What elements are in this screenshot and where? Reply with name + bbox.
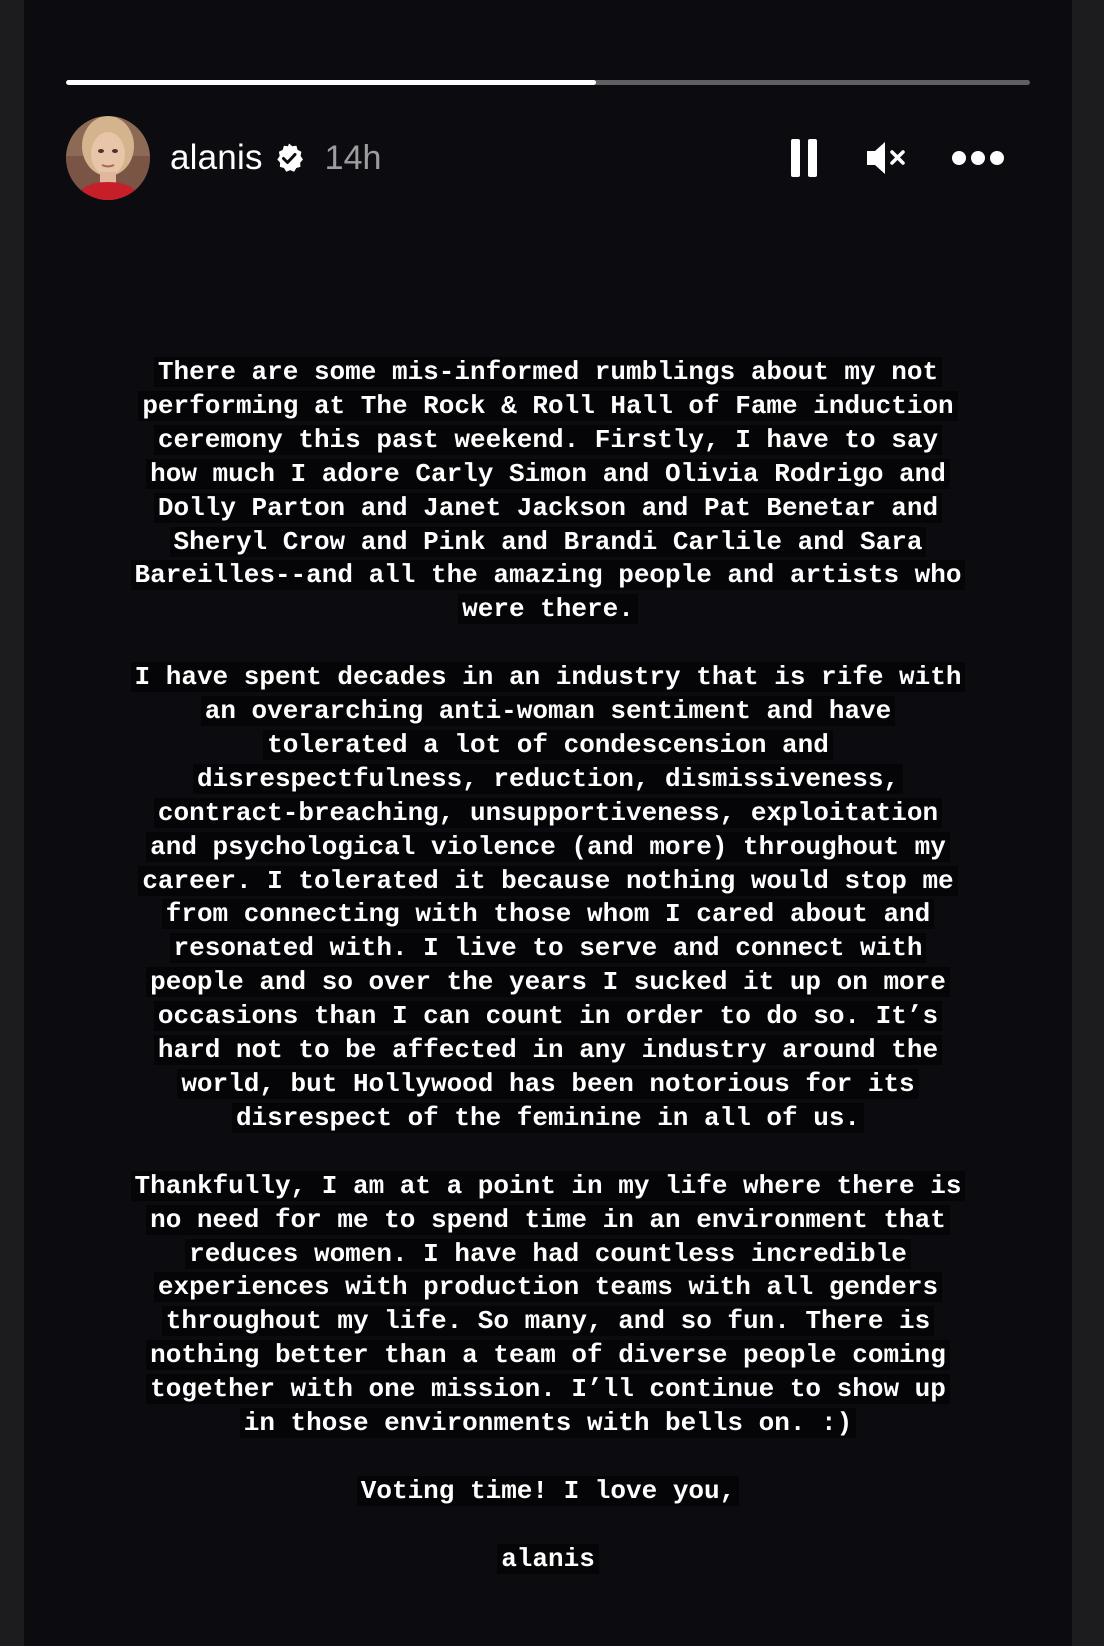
text-line	[24, 424, 1072, 458]
text-line-content: alanis	[497, 1544, 599, 1574]
text-line	[24, 1068, 1072, 1102]
speaker-muted-icon	[865, 140, 907, 176]
text-line-content: Voting time! I love you,	[357, 1476, 739, 1506]
text-line	[24, 831, 1072, 865]
text-line	[24, 1543, 1072, 1577]
more-options-button[interactable]	[948, 134, 1008, 182]
text-line-content: were there.	[458, 594, 638, 624]
text-line-content: Sheryl Crow and Pink and Brandi Carlile and Sara	[170, 527, 927, 557]
text-line-content: together with one mission. I’ll continue to show up	[146, 1374, 950, 1404]
text-line	[24, 1170, 1072, 1204]
text-line	[24, 1000, 1072, 1034]
text-line-content: Bareilles--and all the amazing people and artists who	[131, 560, 966, 590]
text-line	[24, 526, 1072, 560]
text-line	[24, 695, 1072, 729]
text-line	[24, 1339, 1072, 1373]
text-line	[24, 1238, 1072, 1272]
text-line	[24, 1305, 1072, 1339]
paragraph-gap	[24, 627, 1072, 661]
story-controls	[782, 134, 1030, 182]
text-line-content: disrespectfulness, reduction, dismissiveness,	[193, 764, 903, 794]
story-header	[66, 116, 1030, 200]
text-line-content: experiences with production teams with all genders	[154, 1272, 942, 1302]
text-line	[24, 492, 1072, 526]
text-line	[24, 898, 1072, 932]
text-line-content: disrespect of the feminine in all of us.	[232, 1103, 864, 1133]
text-line	[24, 1102, 1072, 1136]
text-line-content: hard not to be affected in any industry around the	[154, 1035, 942, 1065]
text-line-content: contract-breaching, unsupportiveness, exploitation	[154, 798, 942, 828]
story-progress-bar	[66, 80, 1030, 85]
text-line	[24, 932, 1072, 966]
text-line-content: Thankfully, I am at a point in my life where there is	[131, 1171, 966, 1201]
text-line	[24, 729, 1072, 763]
text-line-content: throughout my life. So many, and so fun. There is	[162, 1306, 935, 1336]
text-line-content: and psychological violence (and more) throughout my	[146, 832, 950, 862]
text-line	[24, 1204, 1072, 1238]
text-line	[24, 1407, 1072, 1441]
avatar-image	[66, 116, 150, 200]
text-line-content: There are some mis-informed rumblings about my not	[154, 357, 942, 387]
text-line	[24, 661, 1072, 695]
text-line	[24, 559, 1072, 593]
timestamp: 14h	[324, 138, 382, 177]
story-text	[24, 356, 1072, 1577]
mute-button[interactable]	[862, 134, 910, 182]
text-line-content: in those environments with bells on. :)	[240, 1408, 857, 1438]
verified-badge-icon	[273, 142, 305, 174]
text-line-content: performing at The Rock & Roll Hall of Fame induction	[138, 391, 957, 421]
text-line-content: Dolly Parton and Janet Jackson and Pat Benetar and	[154, 493, 942, 523]
text-line-content: no need for me to spend time in an environment that	[146, 1205, 950, 1235]
pause-button[interactable]	[782, 134, 826, 182]
text-line	[24, 966, 1072, 1000]
username[interactable]: alanis	[170, 138, 263, 177]
text-line-content: tolerated a lot of condescension and	[263, 730, 833, 760]
more-options-icon	[951, 150, 1005, 166]
pause-icon	[790, 138, 818, 178]
text-line	[24, 593, 1072, 627]
text-line	[24, 1271, 1072, 1305]
text-line	[24, 458, 1072, 492]
text-line-content: I have spent decades in an industry that is rife with	[131, 662, 966, 692]
text-line-content: resonated with. I live to serve and connect with	[170, 933, 927, 963]
text-line	[24, 763, 1072, 797]
text-line	[24, 797, 1072, 831]
text-line-content: career. I tolerated it because nothing would stop me	[138, 866, 957, 896]
text-line-content: people and so over the years I sucked it up on more	[146, 967, 950, 997]
paragraph-gap	[24, 1136, 1072, 1170]
text-line	[24, 390, 1072, 424]
text-line-content: world, but Hollywood has been notorious for its	[177, 1069, 918, 1099]
paragraph-gap	[24, 1509, 1072, 1543]
story-progress-fill	[66, 80, 596, 85]
text-line-content: from connecting with those whom I cared about and	[162, 899, 935, 929]
text-line-content: how much I adore Carly Simon and Olivia Rodrigo and	[146, 459, 950, 489]
text-line	[24, 1034, 1072, 1068]
text-line-content: occasions than I can count in order to do so. It’s	[154, 1001, 942, 1031]
text-line	[24, 356, 1072, 390]
avatar[interactable]	[66, 116, 150, 200]
paragraph-gap	[24, 1441, 1072, 1475]
text-line-content: ceremony this past weekend. Firstly, I have to say	[154, 425, 942, 455]
text-line-content: an overarching anti-woman sentiment and have	[201, 696, 896, 726]
user-meta	[170, 136, 381, 180]
text-line	[24, 1373, 1072, 1407]
text-line-content: nothing better than a team of diverse people coming	[146, 1340, 950, 1370]
text-line	[24, 1475, 1072, 1509]
text-line	[24, 865, 1072, 899]
text-line-content: reduces women. I have had countless incredible	[185, 1239, 911, 1269]
